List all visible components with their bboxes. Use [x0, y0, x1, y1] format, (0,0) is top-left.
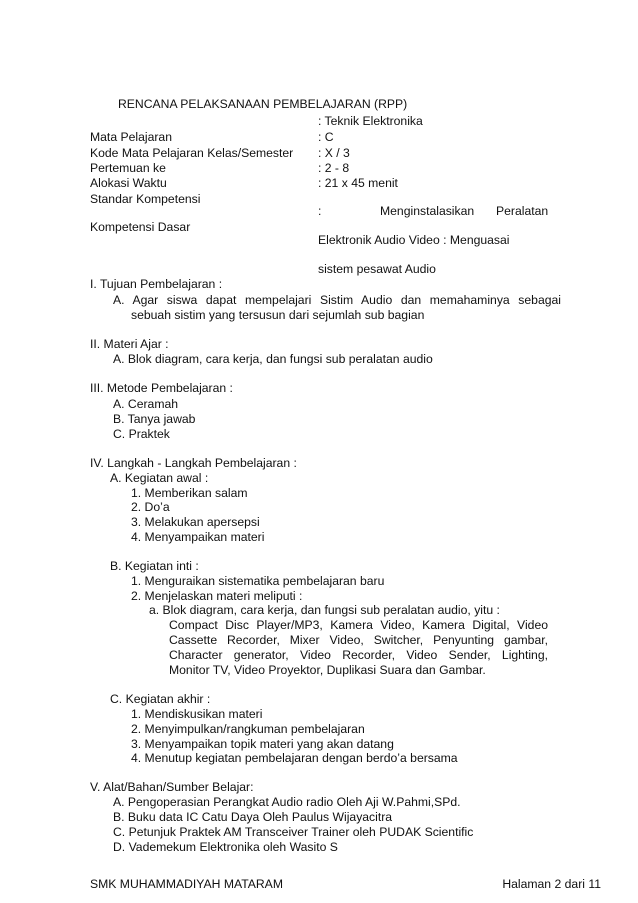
alokasi-label: Alokasi Waktu [90, 176, 167, 190]
section-ii-item-a: A. Blok diagram, cara kerja, dan fungsi sub peralatan audio [113, 352, 433, 366]
kegiatan-inti-sub-line: Character generator, Video Recorder, Video Sender, Lighting, [169, 648, 548, 662]
kegiatan-awal-item: 3. Melakukan apersepsi [131, 515, 260, 529]
standar-value-line3: sistem pesawat Audio [318, 262, 436, 276]
section-i-item-a-line1: A. Agar siswa dapat mempelajari Sistim Audio dan memahaminya sebagai [113, 293, 561, 307]
section-v-item: C. Petunjuk Praktek AM Transceiver Trainer oleh PUDAK Scientific [113, 825, 474, 839]
kegiatan-akhir-item: 2. Menyimpulkan/rangkuman pembelajaran [131, 722, 365, 736]
kegiatan-akhir-item: 3. Menyampaikan topik materi yang akan datang [131, 737, 394, 751]
mata-pelajaran-value: : C [318, 130, 334, 144]
section-v-heading: V. Alat/Bahan/Sumber Belajar: [90, 780, 254, 794]
kegiatan-inti-item: 1. Menguraikan sistematika pembelajaran baru [131, 574, 385, 588]
footer-page-number: Halaman 2 dari 11 [502, 877, 601, 891]
kegiatan-inti-sub-line: Cassette Recorder, Mixer Video, Switcher, Penyunting gambar, [169, 633, 548, 647]
kegiatan-awal-item: 1. Memberikan salam [131, 486, 248, 500]
kegiatan-akhir-item: 4. Menutup kegiatan pembelajaran dengan berdo’a bersama [131, 751, 458, 765]
kegiatan-akhir-item: 1. Mendiskusikan materi [131, 707, 263, 721]
pertemuan-label: Pertemuan ke [90, 161, 166, 175]
kegiatan-awal-heading: A. Kegiatan awal : [110, 471, 209, 485]
section-i-heading: I. Tujuan Pembelajaran : [90, 277, 223, 291]
kegiatan-inti-sub-line: Compact Disc Player/MP3, Kamera Video, Kamera Digital, Video [169, 618, 548, 632]
kegiatan-akhir-heading: C. Kegiatan akhir : [110, 692, 211, 706]
section-i-item-a-line2: sebuah sistim yang tersusun dari sejumlah sub bagian [131, 308, 425, 322]
alokasi-value: : 21 x 45 menit [318, 176, 398, 190]
section-v-item: B. Buku data IC Catu Daya Oleh Paulus Wijayacitra [113, 810, 393, 824]
section-iii-item: A. Ceramah [113, 397, 179, 411]
standar-value-word1: Menginstalasikan [380, 204, 475, 218]
mata-pelajaran-label: Mata Pelajaran [90, 130, 172, 144]
section-ii-heading: II. Materi Ajar : [90, 337, 169, 351]
section-iv-heading: IV. Langkah - Langkah Pembelajaran : [90, 456, 297, 470]
section-v-item: D. Vademekum Elektronika oleh Wasito S [113, 840, 338, 854]
kegiatan-awal-item: 4. Menyampaikan materi [131, 530, 265, 544]
document-title: RENCANA PELAKSANAAN PEMBELAJARAN (RPP) [118, 97, 408, 111]
kegiatan-inti-heading: B. Kegiatan inti : [110, 559, 199, 573]
kegiatan-awal-item: 2. Do’a [131, 500, 170, 514]
kegiatan-inti-sub-a: a. Blok diagram, cara kerja, dan fungsi sub peralatan audio, yitu : [149, 603, 500, 617]
pertemuan-value: : 2 - 8 [318, 161, 350, 175]
kode-label: Kode Mata Pelajaran Kelas/Semester [90, 146, 294, 160]
standar-kompetensi-label: Standar Kompetensi [90, 192, 201, 206]
footer-school-name: SMK MUHAMMADIYAH MATARAM [90, 877, 283, 891]
standar-value-word2: Peralatan [496, 204, 549, 218]
kompetensi-dasar-label: Kompetensi Dasar [90, 220, 191, 234]
section-iii-item: B. Tanya jawab [113, 412, 196, 426]
standar-value-colon: : [318, 204, 322, 218]
section-v-item: A. Pengoperasian Perangkat Audio radio Oleh Aji W.Pahmi,SPd. [113, 795, 461, 809]
kegiatan-inti-sub-line: Monitor TV, Video Proyektor, Duplikasi Suara dan Gambar. [169, 663, 486, 677]
standar-value-line2: Elektronik Audio Video : Menguasai [318, 233, 510, 247]
section-iii-item: C. Praktek [113, 427, 170, 441]
subject-value: : Teknik Elektronika [318, 114, 423, 128]
section-iii-heading: III. Metode Pembelajaran : [90, 381, 233, 395]
kegiatan-inti-item: 2. Menjelaskan materi meliputi : [131, 589, 303, 603]
kode-value: : X / 3 [318, 146, 350, 160]
